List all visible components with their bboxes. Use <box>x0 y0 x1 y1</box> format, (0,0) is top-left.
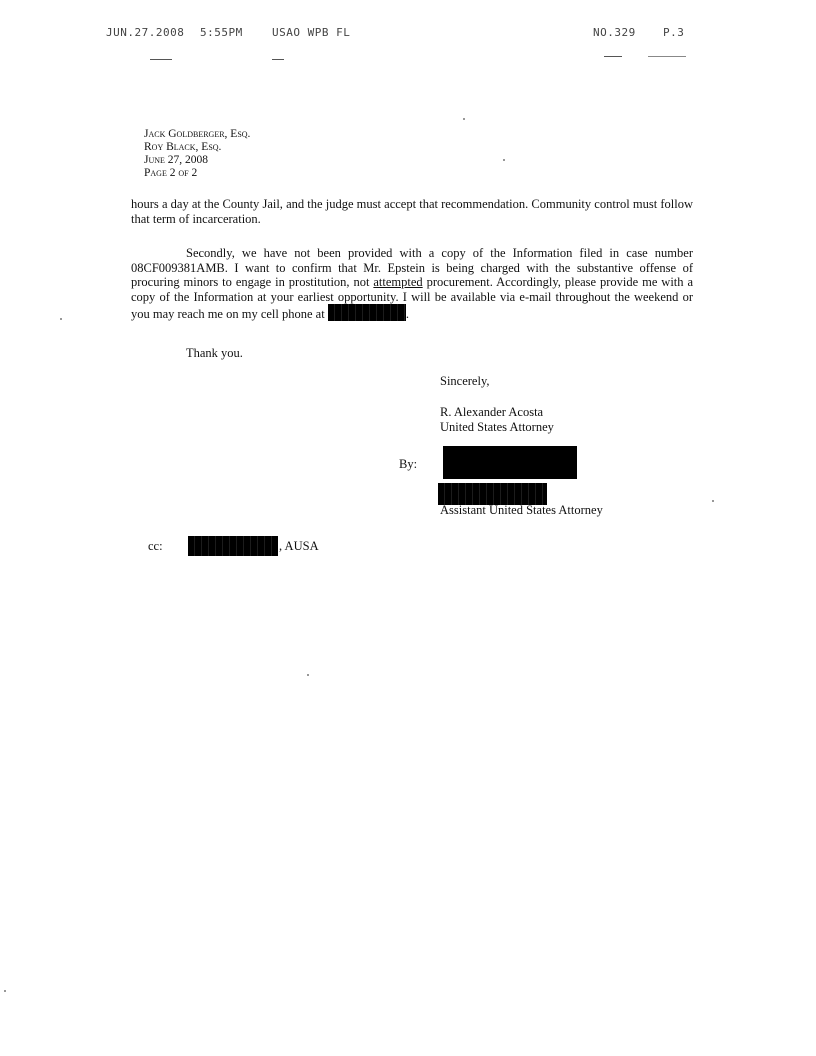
paragraph-2-text: procurement. Accordingly, please provide me with a copy of the Information at your earliest opportunity. I will be available via e-mail throughout the weekend or you may reach me on my cell phone at <box>131 275 693 321</box>
thank-you: Thank you. <box>186 346 243 360</box>
scan-artifact <box>712 500 714 502</box>
fax-page-number: P.3 <box>663 26 685 39</box>
redacted-cc-name <box>188 536 278 556</box>
closing-signer <box>440 405 554 435</box>
redacted-signature <box>443 446 577 479</box>
scan-artifact <box>463 118 465 120</box>
closing-salutation: Sincerely, <box>440 374 490 388</box>
cc-label: cc: <box>148 539 163 553</box>
signer-title: United States Attorney <box>440 420 554 434</box>
redacted-phone-number <box>328 304 406 321</box>
scan-artifact <box>604 56 622 57</box>
paragraph-2-text: Secondly, we have not been provided with a copy of the Information filed in case number 08CF009381AMB. I want to confirm that Mr. Epstein is being charged with the substantive offense of procuring minors to engage in prostitution, not <box>131 246 693 289</box>
cc-suffix: , AUSA <box>279 539 319 553</box>
ausa-title: Assistant United States Attorney <box>440 503 603 517</box>
redacted-ausa-name <box>438 483 547 505</box>
paragraph-2 <box>131 246 693 322</box>
scan-artifact <box>150 59 172 60</box>
fax-header <box>106 26 706 44</box>
recipient-line: Roy Black, Esq. <box>144 141 222 153</box>
letter-date: June 27, 2008 <box>144 154 209 166</box>
scan-artifact <box>307 674 309 676</box>
paragraph-1: hours a day at the County Jail, and the judge must accept that recommendation. Community control must follow that term of incarceration. <box>131 197 693 226</box>
scan-artifact <box>648 56 686 57</box>
scan-artifact <box>4 990 6 992</box>
recipient-block <box>144 128 250 180</box>
scan-artifact <box>503 159 505 161</box>
by-label: By: <box>399 457 418 471</box>
signer-name: R. Alexander Acosta <box>440 405 544 419</box>
fax-date: JUN.27.2008 <box>106 26 185 39</box>
recipient-line: Jack Goldberger, Esq. <box>144 128 251 140</box>
fax-number: NO.329 <box>593 26 636 39</box>
scan-artifact <box>60 318 62 320</box>
fax-time: 5:55PM <box>200 26 243 39</box>
scan-artifact <box>272 59 284 60</box>
underlined-word: attempted <box>373 275 423 289</box>
page-indicator: Page 2 of 2 <box>144 167 198 179</box>
fax-sender: USAO WPB FL <box>272 26 351 39</box>
paragraph-2-end: . <box>405 307 409 321</box>
